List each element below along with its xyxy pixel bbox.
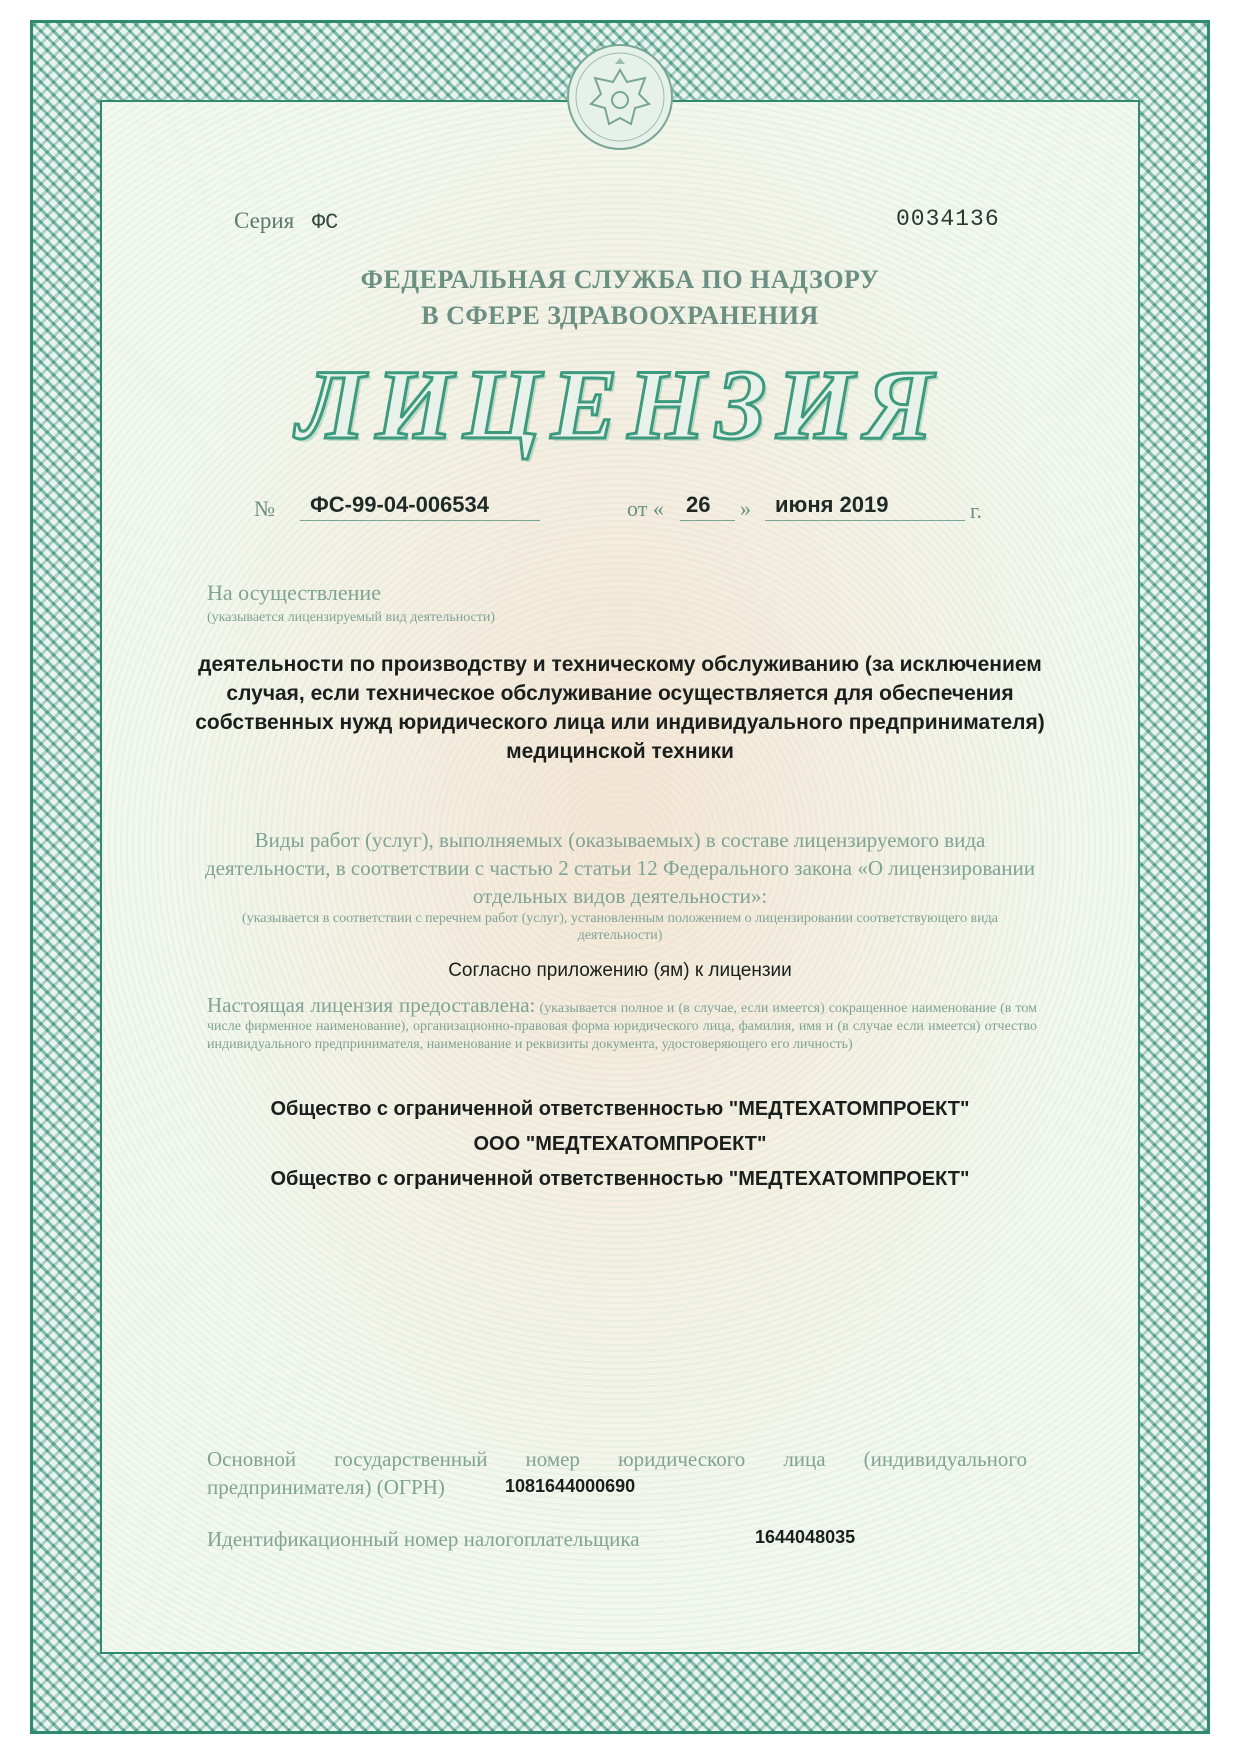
activity-hint: (указывается лицензируемый вид деятельности) [207, 610, 496, 625]
license-number: ФС-99-04-006534 [310, 492, 489, 517]
document-title: ЛИЦЕНЗИЯ [296, 349, 944, 460]
organization-brand-name: Общество с ограниченной ответственностью "МЕДТЕХАТОМПРОЕКТ" [270, 1168, 970, 1190]
organization-short-name: ООО "МЕДТЕХАТОМПРОЕКТ" [473, 1133, 767, 1155]
works-hint: (указывается в соответствии с перечнем работ (услуг), установленным положением о лицензировании соответствующего вида деятельности) [242, 911, 998, 943]
agency-name: ФЕДЕРАЛЬНАЯ СЛУЖБА ПО НАДЗОРУ В СФЕРЕ ЗДРАВООХРАНЕНИЯ [360, 265, 880, 330]
year-suffix: г. [970, 498, 983, 523]
ogrn-value: 1081644000690 [505, 1476, 636, 1496]
license-month-year: июня 2019 [775, 492, 889, 517]
activity-label: На осуществление [207, 580, 381, 605]
granted-to-block [207, 993, 1038, 1054]
serial-number: 0034136 [896, 206, 1000, 232]
eagle-emblem-icon [565, 42, 675, 152]
ogrn-label: Основной государственный номер юридического лица (индивидуального предпринимателя) (ОГРН) [207, 1447, 1027, 1499]
granted-to-hint: (указывается полное и (в случае, если имеется) сокращенное наименование (в том числе фирменное наименование), организационно-правовая форма юридического лица, фамилия, имя и (в случае если имеется) отчество индивидуального предпринимателя, наименование и реквизиты документа, удостоверяющего его личность) [207, 1001, 1038, 1052]
date-from-label: от « [627, 496, 664, 521]
inn-label: Идентификационный номер налогоплательщика [207, 1527, 640, 1551]
license-number-underline [300, 520, 540, 521]
works-description: Виды работ (услуг), выполняемых (оказываемых) в составе лицензируемого вида деятельности, в соответствии с частью 2 статьи 12 Федерального закона «О лицензировании отдельных видов деятельности»: [204, 828, 1035, 908]
inn-value: 1644048035 [755, 1527, 856, 1547]
annex-note: Согласно приложению (ям) к лицензии [448, 960, 792, 981]
series-value: ФС [311, 210, 339, 235]
series-label: Серия ФС [234, 208, 339, 235]
granted-to-label: Настоящая лицензия предоставлена: [207, 993, 536, 1017]
organization-full-name: Общество с ограниченной ответственностью "МЕДТЕХАТОМПРОЕКТ" [270, 1098, 970, 1120]
license-day: 26 [686, 492, 711, 517]
license-number-label: № [254, 496, 275, 521]
month-underline [765, 520, 965, 521]
day-underline [680, 520, 735, 521]
licensed-activity: деятельности по производству и техническому обслуживанию (за исключением случая, если техническое обслуживание осуществляется для обеспечения собственных нужд юридического лица или индивидуального предпринимателя) медицинской техники [195, 653, 1045, 763]
date-quote-close: » [740, 496, 751, 521]
